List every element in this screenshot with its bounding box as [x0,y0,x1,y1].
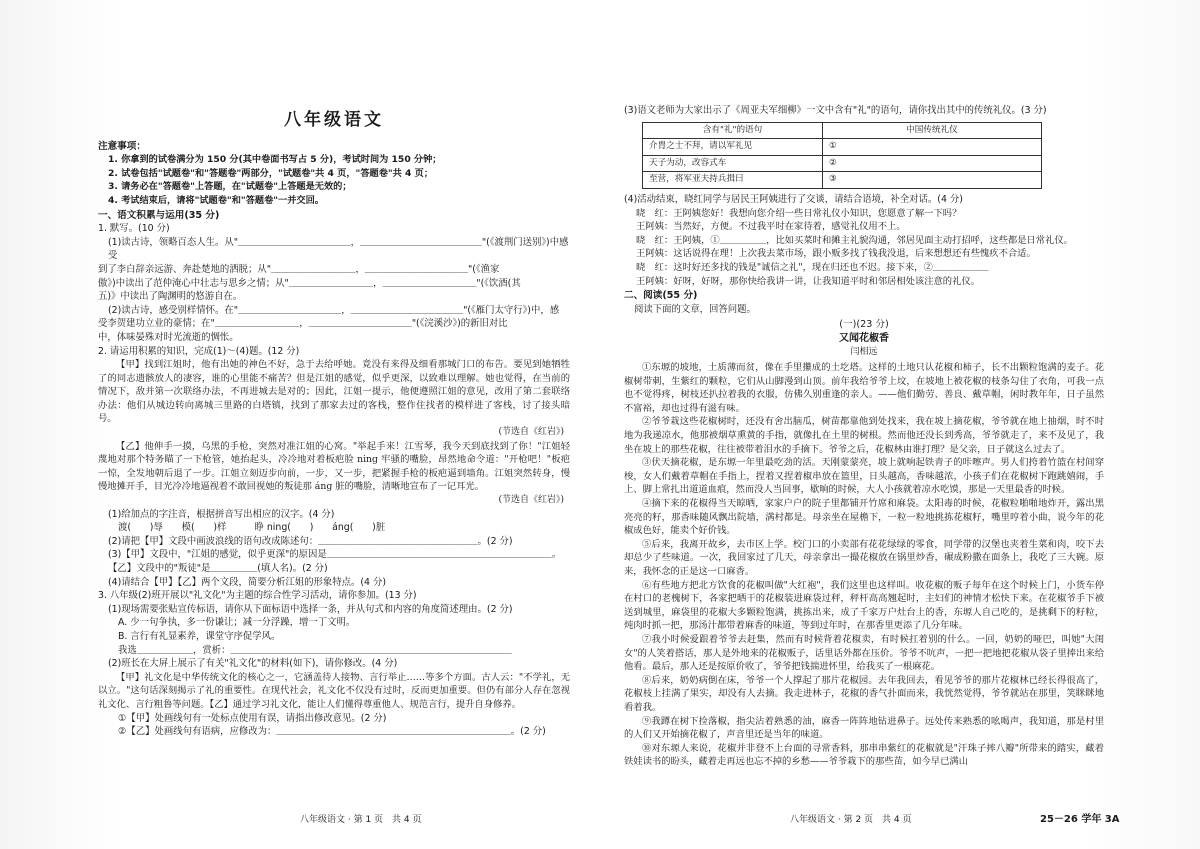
answer-cell: ① [823,139,1042,156]
note-item: 3. 请务必在"答题卷"上答题，在"试题卷"上答题是无效的； [108,181,352,193]
table-cell: 天子为动，改容式车 [643,155,823,172]
dialog-line: 王阿姨：这话说得在理！上次我去菜市场，跟小贩多找了钱我没退，后来想想还有些愧疚不合适。 [636,248,1036,260]
note-item: 4. 考试结束后，请将"试题卷"和"答题卷"一并交回。 [108,194,324,206]
question-3: 3. 八年级(2)班开展以"礼文化"为主题的综合性学习活动，请你参加。(13 分) [98,590,417,602]
question-2-2: (2)请把【甲】文段中画波浪线的语句改成陈述句：＿＿＿＿＿＿＿＿＿＿＿＿＿＿＿＿＿。(2 分) [108,535,513,547]
table-row [643,155,1042,172]
question-1-1: (1)读古诗，领略百态人生。从"＿＿＿＿＿＿＿＿＿＿＿＿，＿＿＿＿＿＿＿＿＿＿＿＿＿"(《渡荆门送别》)中感受 [108,236,569,262]
note-item: 1. 你拿到的试卷满分为 150 分(其中卷面书写占 5 分)，考试时间为 150 分钟； [108,154,442,166]
passage-source: (节选自《红岩》) [498,427,564,438]
table-cell: 至营，将军亚夫持兵揖曰 [643,172,823,189]
question-3-3: (3)语文老师为大家出示了《周亚夫军细柳》一文中含有"礼"的语句，请你找出其中的传统礼仪。(3 分) [624,105,1047,116]
table-cell: 介胄之士不拜，请以军礼见 [643,139,823,156]
section-heading: 一、语文积累与运用(35 分) [98,209,220,221]
question-3-4: (4)活动结束，晓红同学与居民王阿姨进行了交谈，请结合语境，补全对话。(4 分) [624,193,963,205]
table-header: 含有"礼"的语句 [643,122,823,139]
article-author: 闫相远 [850,346,878,357]
table-header: 中国传统礼仪 [823,122,1042,139]
answer-line: 我选＿＿＿＿＿＿，赏析：＿＿＿＿＿＿＿＿＿＿＿＿＿＿＿＿＿＿＿＿＿＿＿＿＿＿＿＿＿＿ [118,644,512,656]
table-row [643,139,1042,156]
slogan-a: A. 少一句争执，多一份谦让；减一分浮躁，增一丁文明。 [118,617,356,629]
article-paragraph: ③伏天摘花椒，是东塬一年里最吃劲的活。天刚蒙蒙亮，坡上就响起铁青子的咔嚓声。男人们挎着竹篮在村间穿梭，女人们戴着草帽在手指上，捏着又捏着椒串放在篮里，日头越高，香味越浓，小孩子们在花椒树下跑跳嬉闹，手上、脚上常扎出道道血痕，然而没人当回事，歇晌的时候，大人小孩就着凉水吃馍，那是一天里最香的时候。 [624,457,1104,496]
dialog-line: 王阿姨：当然好，方便。不过我平时在家待着，感觉礼仪用不上。 [636,221,906,233]
article-paragraph: ②爷爷栽这些花椒树时，还没有舍出脑瓜，树苗都靠他到处找来，我在坡上摘花椒，爷爷就在地上抽烟，时不时地为我递凉水，他那被烟草熏黄的手指，就像扎在土里的树根。然而他还没长到秀高，爷爷就走了，来不及见了，我坐在坡上的那些花椒，往往被带着泪水的手摘下。爷爷之后，花椒林由谁打理？是父亲，日子就这么过去了。 [624,416,1104,455]
article-title: 又闻花椒香 [839,332,889,344]
dialog-line: 晓 红：这时好还多找的钱是"诚信之礼"，现在归还也不迟。接下来，②＿＿＿＿＿＿ [636,261,989,273]
question-3-2: (2)班长在大屏上展示了有关"礼文化"的材料(如下)，请你修改。(4 分) [108,658,398,670]
notes-title: 注意事项： [98,140,146,152]
part-heading: (一)(23 分) [839,319,889,331]
passage-jia: 【甲】找到江姐时，他有出她的神色不好，急于去给呼她。竟没有来得及细看那城门口的布告。要见到她牺牲了的同志遗骸放人的凄容，谁的心里能不痛苦？但是江姐的感觉，似乎更深，以致难以理解。她也觉得，在当前的情况下，敌并第一次联络办法，不再进城去是对的；因此，江姐一提示，他便遵照江姐的意见，改用了第二套联络办法：他们从城边转向离城三里路的白塔镇，找到了那家去过的客栈，整作住找者的模样进了客栈，讨了接头暗号。 [98,359,570,425]
question-2-4: (4)请结合【甲】【乙】两个文段，简要分析江姐的形象特点。(4 分) [108,576,386,588]
question-2-3: (3)【甲】文段中，"江姐的感觉，似乎更深"的原因是＿＿＿＿＿＿＿＿＿＿＿＿＿＿＿＿＿＿＿＿＿＿＿＿。 [108,549,562,561]
exam-title: 八年级语文 [284,110,384,130]
question-3-2-a: ①【甲】处画线句有一处标点使用有误，请指出修改意见。(2 分) [118,712,387,724]
question-2-1: (1)给加点的字注音，根据拼音写出相应的汉字。(4 分) [108,508,335,520]
passage-source: (节选自《红岩》) [498,495,564,506]
question-1-2: (2)读古诗，感受别样情怀。在"＿＿＿＿＿＿＿＿＿＿＿，＿＿＿＿＿＿＿＿＿＿＿＿"(《雁门太守行》)中，感 [108,304,560,316]
dialog-line: 王阿姨：好呀，好呀，那你快给我讲一讲，让我知道平时和邻居相处该注意的礼仪。 [636,275,980,287]
page-footer-left: 八年级语文 · 第 1 页 共 4 页 [300,815,422,825]
etiquette-table [642,122,1042,189]
question-2-1-blanks: 渡( )辱 模( )样 睁 ning( ) áng( )脏 [118,522,386,534]
slogan-b: B. 言行有礼显素养，课堂守序促学风。 [118,630,281,642]
article-paragraph: ⑥有些地方把北方饮食的花椒叫做"大红袍"，我们这里也这样叫。收花椒的贩子每年在这个时候上门，小货车停在村口的老槐树下，各家把晒干的花椒装进麻袋过秤，秤杆高高翘起时，主妇们的神情才松快下来。在花椒爷手下被送到城里，麻袋里的花椒大多颗粒饱满，挑拣出来，成了千家万户灶台上的香，东塬人自己吃的，是挑剩下的籽粒，炖肉时抓一把，那汤汁都带着麻香的味道，等到过年时，在那香里更添了几分年味。 [624,579,1104,632]
article-paragraph: ⑦我小时候爱跟着爷爷去赶集，然而有时候背着花椒卖，有时候扛着别的什么。一回，奶奶的哑巴，叫她"大闺女"的人笑着搭话，那人是外地来的花椒贩子，话里话外都在压价。爷爷不吭声，一把一把地把花椒从袋子里捧出来给他看。最后，那人还是按原价收了，爷爷把钱揣进怀里，给我买了一根麻花。 [624,633,1104,673]
dialog-line: 晓 红：王阿姨您好！我想向您介绍一些日常礼仪小知识，您愿意了解一下吗？ [636,207,962,219]
question-1-1-line: 五)》中读出了陶渊明的悠游自在。 [98,291,243,303]
article-paragraph: ⑩对东塬人来说，花椒并非登不上台面的寻常香料，那串串紫红的花椒就是"汗珠子摔八瓣"所带来的踏实，藏着铁娃读书的盼头，藏着走再远也忘不掉的乡愁——爷爷栽下的那些苗，如今早已满山 [624,742,1104,768]
question-1: 1. 默写。(10 分) [98,223,170,235]
question-3-1: (1)现场需要张贴宣传标语，请你从下面标语中选择一条，并从句式和内容的角度简述理由。(2 分) [108,603,513,615]
article-paragraph: ④摘下来的花椒得当天晾晒，家家户户的院子里都铺开竹席和麻袋。太阳毒的时候，花椒粒啪啪地炸开，露出黑亮亮的籽，那香味随风飘出院墙，满村都是。母亲坐在屋檐下，一粒一粒地挑拣花椒籽，嘴里哼着小曲，说今年的花椒成色好，能卖个好价钱。 [624,498,1104,537]
dialog-line: 晓 红：王阿姨，①＿＿＿＿＿，比如买菜时和摊主礼貌沟通，邻居见面主动打招呼，这些都是日常礼仪。 [636,234,1073,246]
question-2-3-line: 【乙】文段中的"叛徒"是＿＿＿＿＿(填人名)。(2 分) [108,563,328,574]
answer-cell: ③ [823,172,1042,189]
article-paragraph: ⑤后来，我离开故乡，去市区上学。校门口的小卖部有花花绿绿的零食，同学带的汉堡也夹着生菜和肉，咬下去却总少了些味道。一次，我回家过了几天，母亲拿出一撮花椒放在锅里炒香，碾成粉撒在面条上，我吃了三大碗。原来，我怀念的正是这一口麻香。 [624,538,1104,577]
question-1-1-line: 傲》)中读出了范仲淹心中壮志与思乡之情；从"＿＿＿＿＿＿＿＿＿，＿＿＿＿＿＿＿＿＿＿"(《饮酒(其 [98,277,521,289]
question-1-2-line: 受李贺建功立业的豪情；在"＿＿＿＿＿＿＿＿＿，＿＿＿＿＿＿＿＿＿＿＿"(《浣溪沙》)的新旧对比 [98,318,508,330]
question-2: 2. 请运用积累的知识，完成(1)～(4)题。(12 分) [98,345,300,357]
article-paragraph: ⑧后来，奶奶病倒在床，爷爷一个人撑起了那片花椒园。去年我回去，看见爷爷的那片花椒林已经长得很高了，花椒枝上挂满了果实，却没有人去摘。我走进林子，花椒的香气扑面而来，我恍然觉得，爷爷就站在那里，笑眯眯地看着我。 [624,674,1104,713]
table-row [643,172,1042,189]
article-paragraph: ⑨我蹲在树下捡落椒，指尖沾着熟悉的油，麻香一阵阵地钻进鼻子。远处传来熟悉的吆喝声，我知道，那是村里的人们又开始摘花椒了，声音里还是当年的味道。 [624,715,1104,741]
reading-instruction: 阅读下面的文章，回答问题。 [634,303,756,315]
section-heading: 二、阅读(55 分) [624,290,698,302]
passage-yi: 【乙】他伸手一摸，乌黑的手枪，突然对准江姐的心窝。"举起手来！江雪琴，我今天到底找到了你！"江姐轻蔑地对那个特务瞄了一下枪管，她抬起头，冷冷地对着板疤脸 ning 牢骚的嘴脸，昂然地命令道："开枪吧！"板疤一惊，全发地朝后退了一步。江姐立刻迈步向前，一步，又一步，把紧握手枪的板疤逼到墙角。江姐突然转身，慢慢地摊开手，目光冷冷地逼视着不敢回视她的叛徒那 áng 脏的嘴脸，清晰地宣布了一记耳光。 [98,440,570,493]
question-1-1-line: 到了李白辞亲远游、奔赴楚地的洒脱；从"＿＿＿＿＿＿＿＿＿，＿＿＿＿＿＿＿＿＿＿＿"(《渔家 [98,263,500,275]
article-paragraph: ①东塬的坡地，土质薄而贫，像在手里攥成的土圪塔。这样的土地只认花椒和柿子，长不出颗粒饱满的麦子。花椒树带刺，生紫红的颗粒，它们从山脚漫到山顶。前年我给爷爷上坟，在坡地上被花椒的枝条勾住了衣角，可我一点也不觉得疼，树枝还扒拉着我的衣服，仿佛久别重逢的亲人。——他们勤劳、善良、戴草帽，闲时教年年，日子虽然不富裕，却也过得有滋有味。 [624,362,1104,414]
question-1-2-line: 中，体味晏殊对时光流逝的惆怅。 [98,331,239,343]
left-page [98,92,570,739]
page-footer-right: 八年级语文 · 第 2 页 共 4 页 [790,815,912,825]
answer-cell: ② [823,155,1042,172]
passage-li-culture: 【甲】礼文化是中华传统文化的核心之一，它涵盖待人接物、言行举止……等多个方面。古人云："不学礼，无以立。"这句话深刻揭示了礼的重要性。在现代社会，礼文化不仅没有过时，反而更加重要。但仍有部分人存在忽视礼文化、言行粗鲁等问题。【乙】通过学习礼文化，能让人们懂得尊重他人、规范言行，提升自身修养。 [98,671,570,710]
right-page [624,104,1104,769]
note-item: 2. 试卷包括"试题卷"和"答题卷"两部分，"试题卷"共 4 页，"答题卷"共 4 页； [108,167,434,179]
exam-code-tag: 25－26 学年 3A [1040,814,1120,825]
question-3-2-b: ②【乙】处画线句有语病，应修改为：＿＿＿＿＿＿＿＿＿＿＿＿＿＿＿＿＿＿＿＿＿＿＿＿＿。(2 分) [118,726,546,738]
